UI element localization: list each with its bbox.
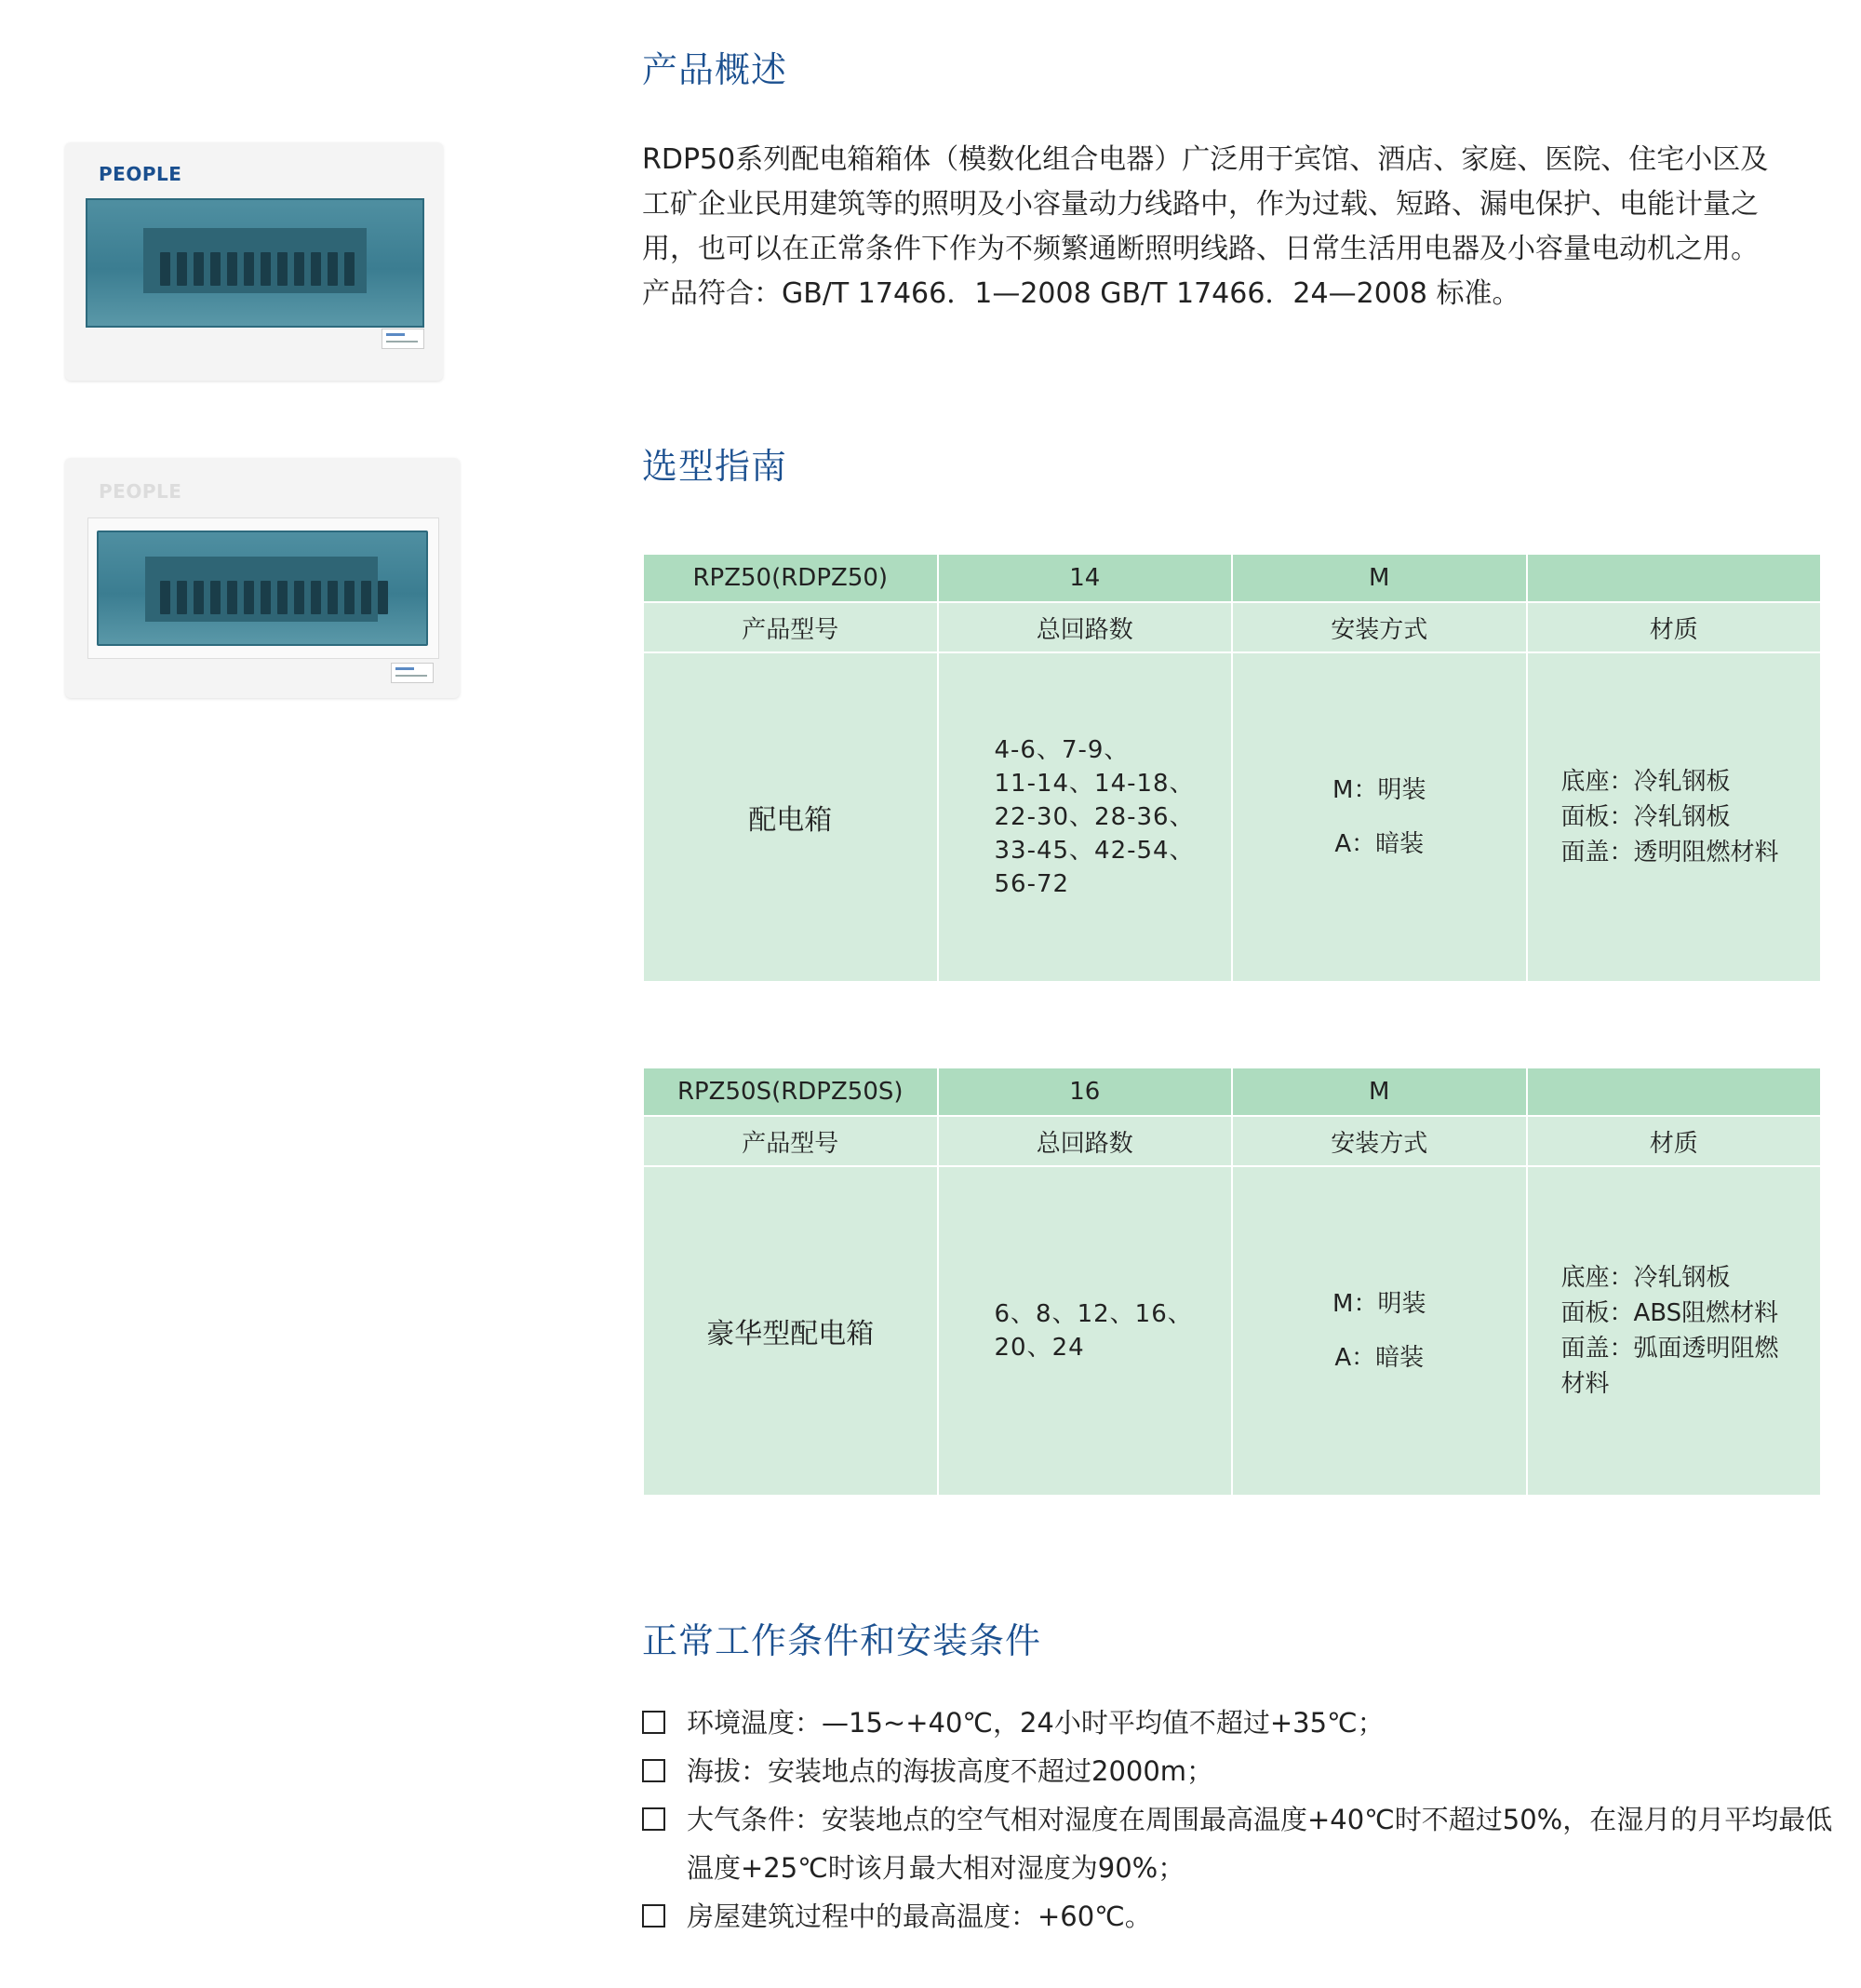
mount-code: M bbox=[1232, 554, 1527, 602]
nameplate-label bbox=[382, 329, 424, 349]
model-code: RPZ50S(RDPZ50S) bbox=[643, 1068, 938, 1116]
overview-text bbox=[642, 138, 1833, 316]
product-name: 配电箱 bbox=[643, 652, 938, 982]
product-image-deluxe bbox=[65, 458, 460, 698]
header-circuits: 总回路数 bbox=[938, 602, 1233, 652]
table-row bbox=[643, 1166, 1821, 1496]
overview-line: 用，也可以在正常条件下作为不频繁通断照明线路、日常生活用电器及小容量电动机之用。 bbox=[642, 233, 1759, 265]
material-list bbox=[1527, 652, 1822, 982]
table-header-row bbox=[643, 602, 1821, 652]
mount-surface: M：明装 bbox=[1332, 776, 1426, 804]
spec-table-rpz50 bbox=[642, 553, 1822, 983]
circuit-options: 4-6、7-9、 11-14、14-18、 22-30、28-36、 33-45、42-54、 56-72 bbox=[938, 652, 1233, 982]
overview-title: 产品概述 bbox=[642, 49, 788, 90]
checkbox-icon bbox=[642, 1807, 665, 1831]
checkbox-icon bbox=[642, 1711, 665, 1734]
nameplate-label bbox=[391, 663, 434, 683]
selection-title: 选型指南 bbox=[642, 446, 788, 487]
checkbox-icon bbox=[642, 1759, 665, 1782]
overview-line: 工矿企业民用建筑等的照明及小容量动力线路中，作为过载、短路、漏电保护、电能计量之 bbox=[642, 188, 1759, 221]
header-mount: 安装方式 bbox=[1232, 1116, 1527, 1166]
circuit-count: 16 bbox=[938, 1068, 1233, 1116]
condition-text: 房屋建筑过程中的最高温度：+60℃。 bbox=[687, 1901, 1152, 1932]
circuit-count: 14 bbox=[938, 554, 1233, 602]
brand-logo: PEOPLE bbox=[99, 163, 182, 185]
material-cover-cont: 材料 bbox=[1560, 1370, 1610, 1398]
table-row bbox=[643, 652, 1821, 982]
mount-flush: A：暗装 bbox=[1334, 1344, 1425, 1372]
breaker-window bbox=[86, 198, 424, 328]
conditions-title: 正常工作条件和安装条件 bbox=[642, 1620, 1042, 1661]
mount-options bbox=[1232, 652, 1527, 982]
material-panel: 面板：ABS阻燃材料 bbox=[1560, 1299, 1779, 1327]
conditions-list bbox=[642, 1699, 1833, 1941]
header-mount: 安装方式 bbox=[1232, 602, 1527, 652]
header-material: 材质 bbox=[1527, 1116, 1822, 1166]
header-material: 材质 bbox=[1527, 602, 1822, 652]
table-row bbox=[643, 1068, 1821, 1116]
condition-text: 海拔：安装地点的海拔高度不超过2000m； bbox=[687, 1755, 1214, 1787]
list-item bbox=[642, 1795, 1833, 1892]
empty-cell bbox=[1527, 1068, 1822, 1116]
overview-line: RDP50系列配电箱箱体（模数化组合电器）广泛用于宾馆、酒店、家庭、医院、住宅小区及 bbox=[642, 143, 1769, 176]
material-base: 底座：冷轧钢板 bbox=[1560, 1264, 1731, 1292]
checkbox-icon bbox=[642, 1904, 665, 1928]
list-item bbox=[642, 1892, 1833, 1941]
condition-text: 大气条件：安装地点的空气相对湿度在周围最高温度+40℃时不超过50%，在湿月的月平均最低温度+25℃时该月最大相对湿度为90%； bbox=[687, 1804, 1833, 1884]
product-image-standard bbox=[65, 142, 443, 381]
table-header-row bbox=[643, 1116, 1821, 1166]
spec-table-rpz50s bbox=[642, 1067, 1822, 1497]
mount-options bbox=[1232, 1166, 1527, 1496]
material-base: 底座：冷轧钢板 bbox=[1560, 768, 1731, 796]
overview-line: 产品符合：GB/T 17466．1—2008 GB/T 17466．24—2008 标准。 bbox=[642, 277, 1520, 310]
mount-code: M bbox=[1232, 1068, 1527, 1116]
material-panel: 面板：冷轧钢板 bbox=[1560, 803, 1731, 831]
mount-flush: A：暗装 bbox=[1334, 830, 1425, 858]
material-list bbox=[1527, 1166, 1822, 1496]
product-name: 豪华型配电箱 bbox=[643, 1166, 938, 1496]
condition-text: 环境温度：—15~+40℃，24小时平均值不超过+35℃； bbox=[687, 1707, 1385, 1739]
material-cover: 面盖：透明阻燃材料 bbox=[1560, 839, 1779, 866]
header-model: 产品型号 bbox=[643, 1116, 938, 1166]
mount-surface: M：明装 bbox=[1332, 1290, 1426, 1318]
header-model: 产品型号 bbox=[643, 602, 938, 652]
table-row bbox=[643, 554, 1821, 602]
empty-cell bbox=[1527, 554, 1822, 602]
breaker-window bbox=[97, 531, 428, 646]
header-circuits: 总回路数 bbox=[938, 1116, 1233, 1166]
list-item bbox=[642, 1699, 1833, 1747]
list-item bbox=[642, 1747, 1833, 1795]
model-code: RPZ50(RDPZ50) bbox=[643, 554, 938, 602]
material-cover: 面盖：弧面透明阻燃 bbox=[1560, 1335, 1779, 1363]
circuit-options: 6、8、12、16、 20、24 bbox=[938, 1166, 1233, 1496]
brand-logo-faded: PEOPLE bbox=[99, 480, 182, 503]
